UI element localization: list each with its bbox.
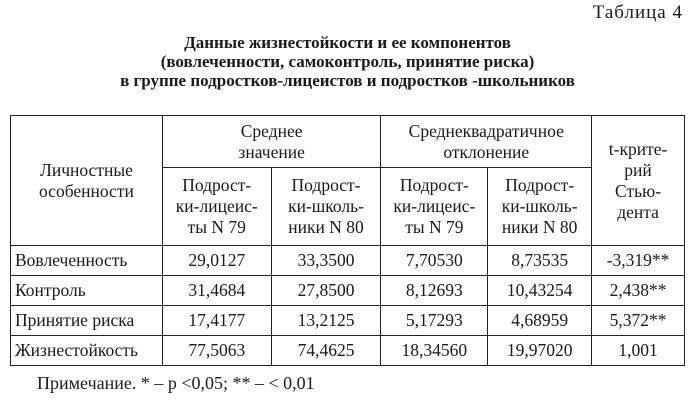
caption-line-3: в группе подростков-лицеистов и подростков -школьников — [120, 71, 575, 90]
cell-std-lyceum: 18,34560 — [381, 336, 488, 366]
row-label: Жизнестойкость — [11, 336, 163, 366]
table-note: Примечание. * – р <0,05; ** – < 0,01 — [37, 373, 315, 393]
cell-std-school: 4,68959 — [488, 306, 592, 336]
cell-std-lyceum: 7,70530 — [381, 246, 488, 276]
cell-mean-school: 74,4625 — [271, 336, 381, 366]
header-mean-lyceum: Подрост- ки-лицеис- ты N 79 — [162, 168, 271, 246]
table-number: Таблица 4 — [592, 2, 683, 23]
caption-line-2: (вовлеченности, самоконтроль, принятие риска) — [160, 52, 535, 71]
cell-mean-lyceum: 29,0127 — [162, 246, 271, 276]
header-personal-traits: Личностные особенности — [11, 116, 163, 246]
cell-mean-school: 13,2125 — [271, 306, 381, 336]
cell-std-lyceum: 8,12693 — [381, 276, 488, 306]
header-std-school: Подрост- ки-школь- ники N 80 — [488, 168, 592, 246]
header-std-lyceum: Подрост- ки-лицеис- ты N 79 — [381, 168, 488, 246]
cell-std-school: 19,97020 — [488, 336, 592, 366]
table-row — [11, 306, 685, 336]
cell-t-value: 2,438** — [592, 276, 685, 306]
row-label: Вовлеченность — [11, 246, 163, 276]
caption-line-1: Данные жизнестойкости и ее компонентов — [184, 33, 511, 52]
cell-std-school: 10,43254 — [488, 276, 592, 306]
header-mean-school: Подрост- ки-школь- ники N 80 — [271, 168, 381, 246]
table-row — [11, 246, 685, 276]
cell-t-value: 5,372** — [592, 306, 685, 336]
header-std-deviation: Среднеквадратичное отклонение — [381, 116, 592, 168]
row-label: Принятие риска — [11, 306, 163, 336]
cell-t-value: 1,001 — [592, 336, 685, 366]
cell-mean-school: 27,8500 — [271, 276, 381, 306]
table-caption — [0, 33, 695, 90]
header-mean-value: Среднее значение — [162, 116, 381, 168]
cell-t-value: -3,319** — [592, 246, 685, 276]
cell-mean-lyceum: 17,4177 — [162, 306, 271, 336]
cell-mean-lyceum: 31,4684 — [162, 276, 271, 306]
cell-std-school: 8,73535 — [488, 246, 592, 276]
table-row — [11, 276, 685, 306]
cell-mean-lyceum: 77,5063 — [162, 336, 271, 366]
header-t-test: t-крите- рий Стью- дента — [592, 116, 685, 246]
row-label: Контроль — [11, 276, 163, 306]
cell-mean-school: 33,3500 — [271, 246, 381, 276]
cell-std-lyceum: 5,17293 — [381, 306, 488, 336]
data-table — [10, 115, 685, 366]
table-row — [11, 336, 685, 366]
